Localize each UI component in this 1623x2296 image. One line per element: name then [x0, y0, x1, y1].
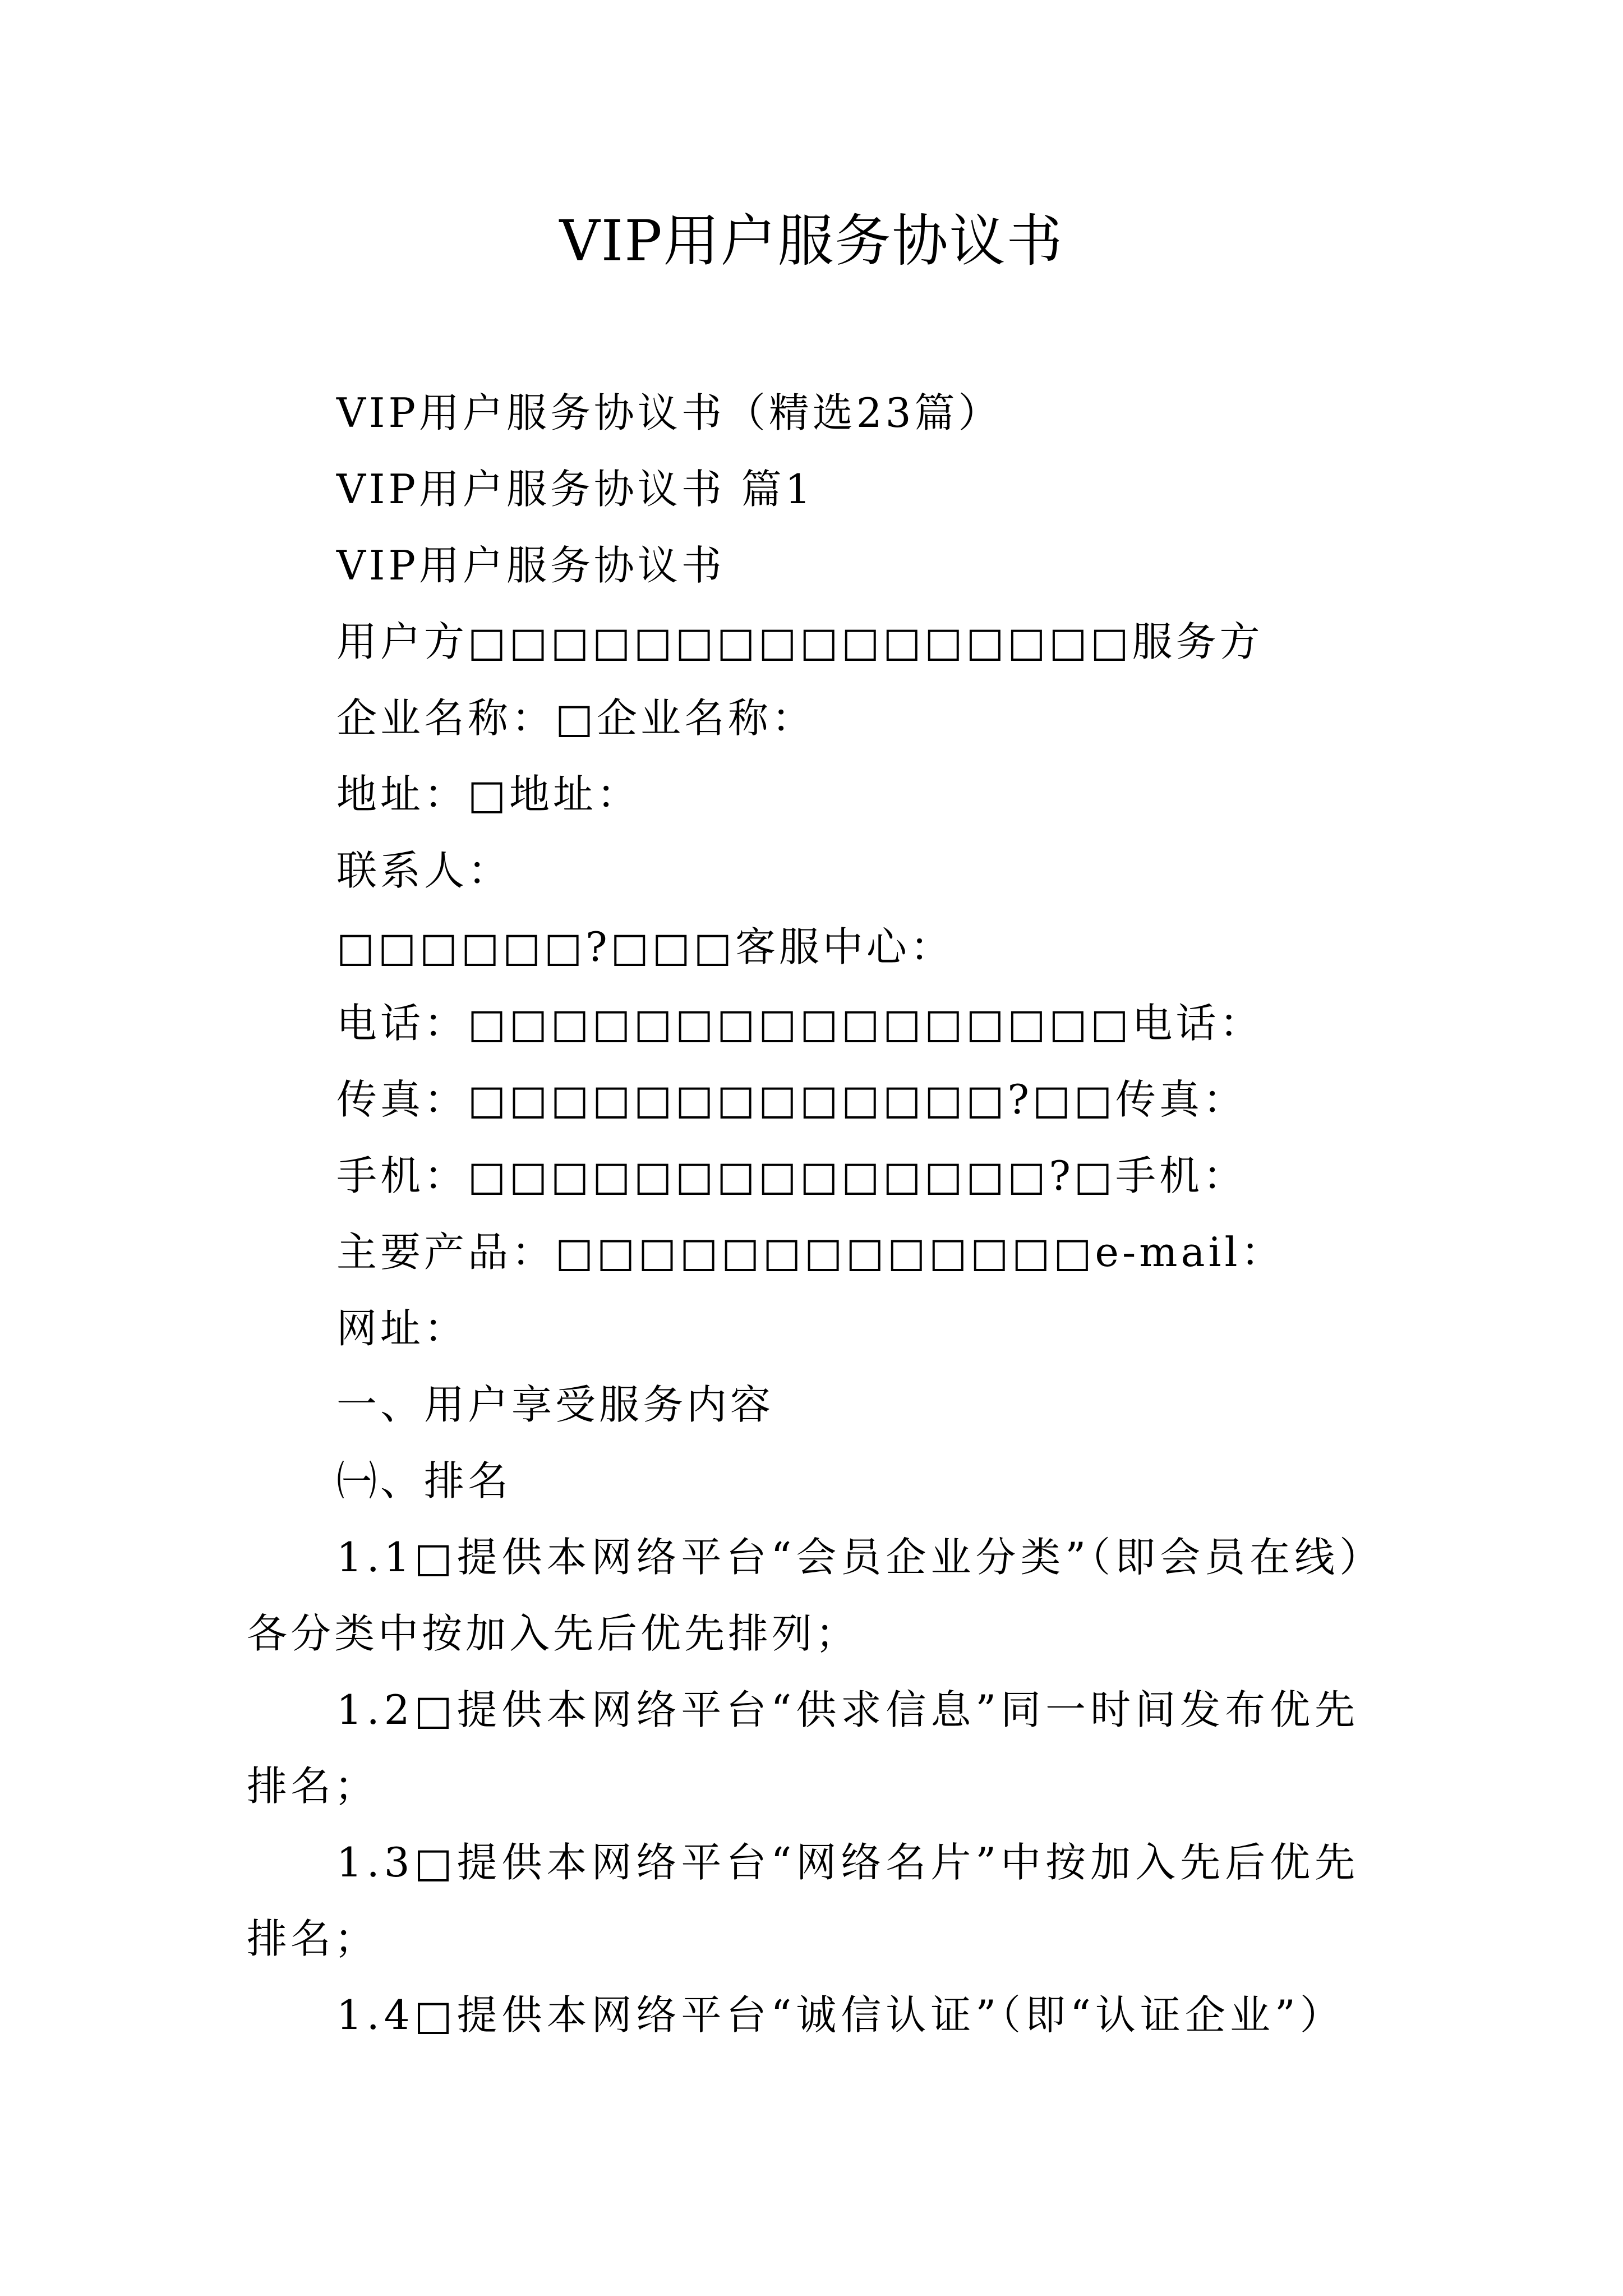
document-line: 传真：□□□□□□□□□□□□□?□□传真： [336, 1076, 1247, 1123]
document-line: 1.3□提供本网络平台“网络名片”中按加入先后优先 [336, 1839, 1360, 1886]
document-title: VIP用户服务协议书 [559, 208, 1064, 274]
document-line: 主要产品：□□□□□□□□□□□□□e-mail： [336, 1228, 1285, 1276]
document-line: 1.1□提供本网络平台“会员企业分类”（即会员在线） [336, 1534, 1385, 1581]
document-body [247, 375, 1402, 2053]
document-line: 手机：□□□□□□□□□□□□□□?□手机： [336, 1152, 1247, 1199]
document-line: 用户方□□□□□□□□□□□□□□□□服务方 [336, 618, 1264, 665]
document-line: 1.4□提供本网络平台“诚信认证”（即“认证企业”） [336, 1991, 1345, 2039]
document-line: 企业名称：□企业名称： [336, 694, 816, 742]
document-line: 地址：□地址： [336, 771, 641, 818]
document-line: VIP用户服务协议书 [336, 542, 725, 589]
document-line: 一、用户享受服务内容 [336, 1381, 774, 1428]
document-line: 网址： [336, 1305, 468, 1352]
document-line: VIP用户服务协议书 篇1 [336, 466, 814, 513]
document-line: □□□□□□?□□□客服中心： [336, 923, 954, 970]
document-line-continued: 各分类中按加入先后优先排列； [247, 1610, 860, 1657]
document-line: 电话：□□□□□□□□□□□□□□□□电话： [336, 1000, 1264, 1047]
document-line-continued: 排名； [247, 1763, 379, 1810]
document-line: 1.2□提供本网络平台“供求信息”同一时间发布优先 [336, 1686, 1360, 1733]
document-line: VIP用户服务协议书（精选23篇） [336, 389, 1002, 436]
document-line-continued: 排名； [247, 1915, 379, 1962]
document-line: 联系人： [336, 847, 512, 894]
document-line: ㈠、排名 [336, 1457, 512, 1504]
